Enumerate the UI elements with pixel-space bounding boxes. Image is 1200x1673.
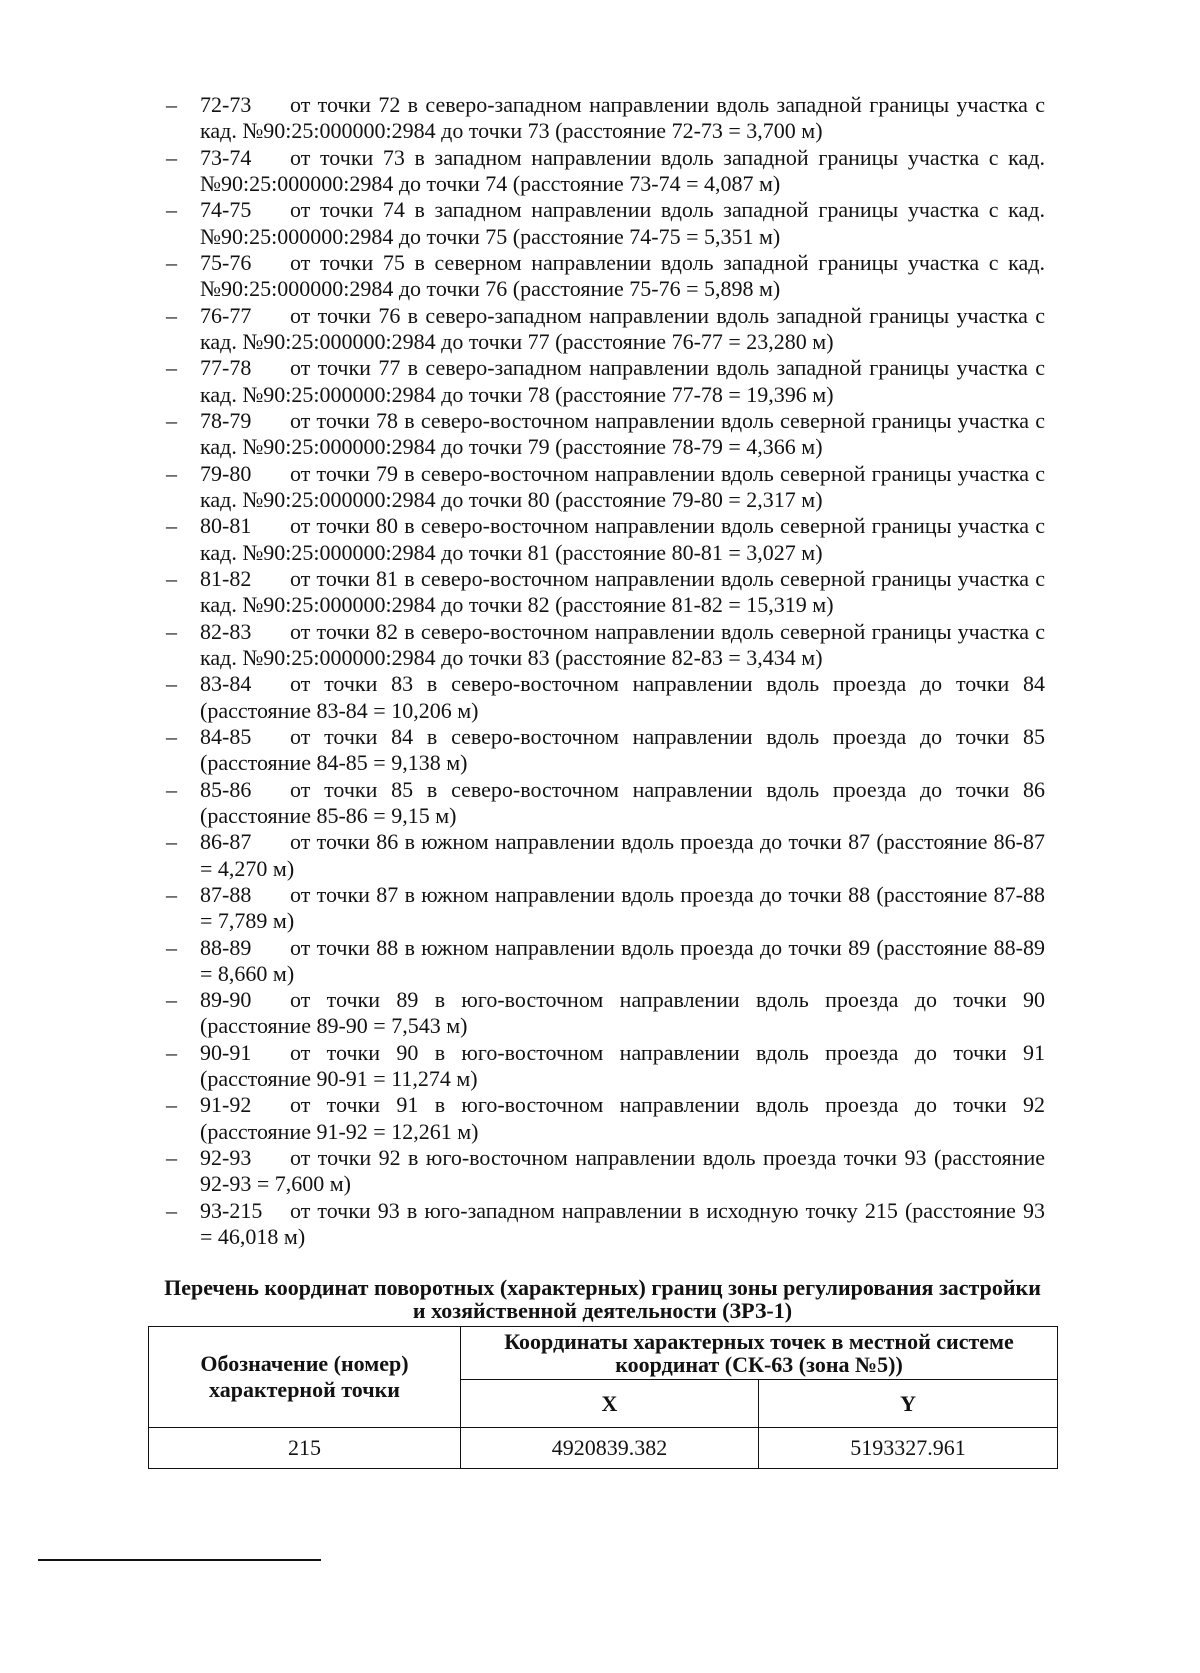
list-dash: –	[166, 1145, 177, 1171]
boundary-segment-item	[166, 460, 1045, 514]
list-dash: –	[166, 671, 177, 697]
boundary-segment-item	[166, 671, 1045, 724]
list-dash: –	[166, 355, 177, 381]
boundary-segment-list	[166, 92, 1045, 1250]
list-dash: –	[166, 460, 177, 486]
segment-label: 92-93	[200, 1145, 252, 1171]
segment-label: 90-91	[200, 1039, 252, 1065]
boundary-segment-item	[166, 881, 1045, 935]
list-dash: –	[166, 618, 177, 644]
list-dash: –	[166, 302, 177, 328]
list-dash: –	[166, 565, 177, 591]
segment-description: от точки 82 в северо-восточном направлении вдоль северной границы участка с кад. №90:25:000000:2984 до точки 83 (расстояние 82-83 = 3,434 м)	[200, 618, 1045, 670]
segment-description: от точки 89 в юго-восточном направлении вдоль проезда до точки 90 (расстояние 89-90 = 7,543 м)	[200, 987, 1045, 1039]
segment-description: от точки 74 в западном направлении вдоль западной границы участка с кад. №90:25:000000:2984 до точки 75 (расстояние 74-75 = 5,351 м)	[200, 197, 1045, 249]
table-title	[148, 1276, 1057, 1322]
list-dash: –	[166, 1092, 177, 1118]
segment-description: от точки 84 в северо-восточном направлении вдоль проезда до точки 85 (расстояние 84-85 = 9,138 м)	[200, 723, 1045, 776]
segment-label: 91-92	[200, 1092, 252, 1118]
list-dash: –	[166, 513, 177, 539]
segment-label: 73-74	[200, 144, 252, 170]
segment-label: 76-77	[200, 302, 252, 328]
boundary-segment-item	[166, 565, 1045, 619]
boundary-segment-item	[166, 197, 1045, 250]
list-dash: –	[166, 249, 177, 275]
segment-description: от точки 79 в северо-восточном направлении вдоль северной границы участка с кад. №90:25:000000:2984 до точки 80 (расстояние 79-80 = 2,317 м)	[200, 460, 1045, 512]
segment-label: 82-83	[200, 618, 252, 644]
segment-description: от точки 83 в северо-восточном направлении вдоль проезда до точки 84 (расстояние 83-84 = 10,206 м)	[200, 671, 1045, 723]
segment-description: от точки 81 в северо-восточном направлении вдоль северной границы участка с кад. №90:25:000000:2984 до точки 82 (расстояние 81-82 = 15,319 м)	[200, 565, 1045, 618]
list-dash: –	[166, 92, 177, 117]
cell-x: 4920839.382	[461, 1428, 759, 1469]
segment-label: 83-84	[200, 671, 252, 697]
header-y: Y	[759, 1380, 1058, 1428]
list-dash: –	[166, 987, 177, 1013]
segment-label: 84-85	[200, 723, 252, 749]
list-dash: –	[166, 1039, 177, 1065]
list-dash: –	[166, 723, 177, 749]
segment-description: от точки 91 в юго-восточном направлении вдоль проезда до точки 92 (расстояние 91-92 = 12,261 м)	[200, 1092, 1045, 1144]
coordinates-table	[148, 1326, 1058, 1469]
header-coordinates: Координаты характерных точек в местной системе координат (СК-63 (зона №5))	[461, 1327, 1058, 1380]
segment-description: от точки 73 в западном направлении вдоль западной границы участка с кад. №90:25:000000:2984 до точки 74 (расстояние 73-74 = 4,087 м)	[200, 144, 1045, 196]
list-dash: –	[166, 197, 177, 223]
boundary-segment-item	[166, 144, 1045, 198]
segment-description: от точки 80 в северо-восточном направлении вдоль северной границы участка с кад. №90:25:000000:2984 до точки 81 (расстояние 80-81 = 3,027 м)	[200, 513, 1045, 565]
list-dash: –	[166, 776, 177, 802]
segment-description: от точки 85 в северо-восточном направлении вдоль проезда до точки 86 (расстояние 85-86 = 9,15 м)	[200, 776, 1045, 828]
segment-label: 80-81	[200, 513, 252, 539]
segment-label: 81-82	[200, 565, 252, 591]
segment-label: 87-88	[200, 881, 252, 907]
segment-label: 77-78	[200, 355, 252, 381]
boundary-segment-item	[166, 776, 1045, 830]
segment-label: 93-215	[200, 1197, 263, 1223]
segment-label: 85-86	[200, 776, 252, 802]
boundary-segment-item	[166, 723, 1045, 777]
list-dash: –	[166, 829, 177, 855]
boundary-segment-item	[166, 1092, 1045, 1145]
list-dash: –	[166, 881, 177, 907]
table-title-line-1: Перечень координат поворотных (характерных) границ зоны регулирования застройки	[164, 1275, 1041, 1300]
segment-description: от точки 88 в южном направлении вдоль проезда до точки 89 (расстояние 88-89 = 8,660 м)	[200, 934, 1045, 986]
segment-label: 72-73	[200, 92, 252, 117]
boundary-segment-item	[166, 92, 1045, 145]
footnote-separator	[38, 1559, 321, 1561]
table-row	[149, 1428, 1058, 1469]
list-dash: –	[166, 144, 177, 170]
segment-description: от точки 72 в северо-западном направлении вдоль западной границы участка с кад. №90:25:000000:2984 до точки 73 (расстояние 72-73 = 3,700 м)	[200, 92, 1045, 144]
segment-label: 86-87	[200, 829, 252, 855]
boundary-segment-item	[166, 829, 1045, 882]
segment-description: от точки 77 в северо-западном направлении вдоль западной границы участка с кад. №90:25:000000:2984 до точки 78 (расстояние 77-78 = 19,396 м)	[200, 355, 1045, 407]
segment-label: 88-89	[200, 934, 252, 960]
table-header-row	[149, 1327, 1058, 1380]
segment-label: 78-79	[200, 407, 252, 433]
segment-label: 79-80	[200, 460, 252, 486]
boundary-segment-item	[166, 987, 1045, 1040]
list-dash: –	[166, 1197, 177, 1223]
list-dash: –	[166, 407, 177, 433]
boundary-segment-item	[166, 249, 1045, 303]
segment-description: от точки 78 в северо-восточном направлении вдоль северной границы участка с кад. №90:25:000000:2984 до точки 79 (расстояние 78-79 = 4,366 м)	[200, 407, 1045, 460]
table-title-line-2: и хозяйственной деятельности (ЗРЗ-1)	[412, 1298, 793, 1323]
boundary-segment-item	[166, 934, 1045, 988]
boundary-segment-item	[166, 1145, 1045, 1198]
boundary-segment-item	[166, 302, 1045, 356]
cell-point: 215	[149, 1428, 461, 1469]
segment-description: от точки 86 в южном направлении вдоль проезда до точки 87 (расстояние 86-87 = 4,270 м)	[200, 829, 1045, 881]
segment-description: от точки 75 в северном направлении вдоль западной границы участка с кад. №90:25:000000:2984 до точки 76 (расстояние 75-76 = 5,898 м)	[200, 249, 1045, 302]
list-dash: –	[166, 934, 177, 960]
boundary-segment-item	[166, 1039, 1045, 1093]
segment-description: от точки 87 в южном направлении вдоль проезда до точки 88 (расстояние 87-88 = 7,789 м)	[200, 881, 1045, 934]
boundary-segment-item	[166, 618, 1045, 672]
cell-y: 5193327.961	[759, 1428, 1058, 1469]
boundary-segment-item	[166, 407, 1045, 461]
segment-description: от точки 76 в северо-западном направлении вдоль западной границы участка с кад. №90:25:000000:2984 до точки 77 (расстояние 76-77 = 23,280 м)	[200, 302, 1045, 354]
segment-description: от точки 92 в юго-восточном направлении вдоль проезда точки 93 (расстояние 92-93 = 7,600 м)	[200, 1145, 1045, 1197]
boundary-segment-item	[166, 355, 1045, 408]
header-x: X	[461, 1380, 759, 1428]
header-point-designation: Обозначение (номер) характерной точки	[149, 1327, 461, 1428]
segment-label: 74-75	[200, 197, 252, 223]
segment-label: 75-76	[200, 249, 252, 275]
segment-description: от точки 93 в юго-западном направлении в исходную точку 215 (расстояние 93 = 46,018 м)	[200, 1197, 1045, 1250]
segment-label: 89-90	[200, 987, 252, 1013]
boundary-segment-item	[166, 1197, 1045, 1251]
boundary-segment-item	[166, 513, 1045, 566]
segment-description: от точки 90 в юго-восточном направлении вдоль проезда до точки 91 (расстояние 90-91 = 11,274 м)	[200, 1039, 1045, 1092]
